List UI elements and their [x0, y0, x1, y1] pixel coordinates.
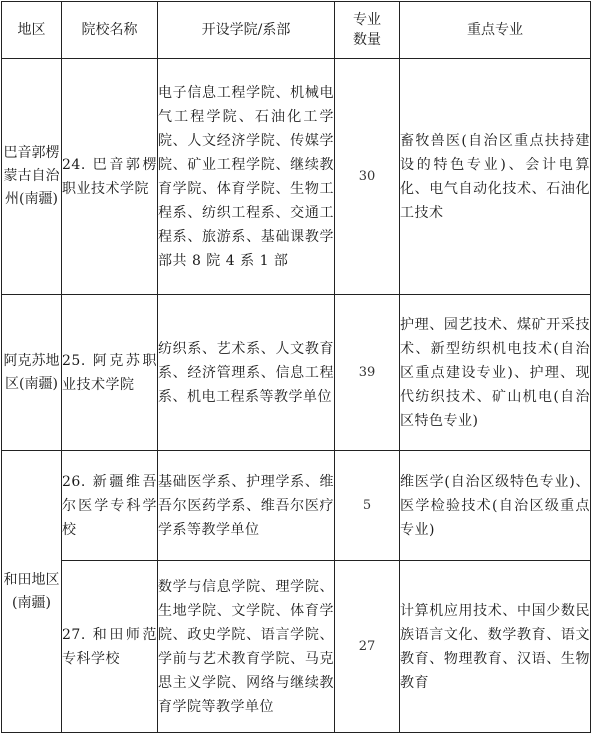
region-cell: 巴音郭楞蒙古自治州(南疆)	[2, 59, 62, 295]
departments-cell: 纺织系、艺术系、人文教育系、经济管理系、信息工程系、机电工程系等教学单位	[158, 295, 335, 451]
departments-cell: 电子信息工程学院、机械电气工程学院、石油化工学院、人文经济学院、传媒学院、矿业工程学院、继续教育学院、体育学院、生物工程系、纺织工程系、交通工程系、旅游系、基础课教学部共 8 院 4 系 1 部	[158, 59, 335, 295]
header-region: 地区	[2, 2, 62, 59]
colleges-table	[1, 1, 591, 733]
school-cell: 25. 阿克苏职业技术学院	[62, 295, 158, 451]
header-count-line2: 数量	[353, 32, 381, 48]
header-major-count	[335, 2, 400, 59]
table-row	[2, 59, 591, 295]
table-header-row	[2, 2, 591, 59]
key-majors-cell: 畜牧兽医(自治区重点扶持建设的特色专业)、会计电算化、电气自动化技术、石油化工技术	[400, 59, 591, 295]
departments-cell: 数学与信息学院、理学院、生地学院、文学院、体育学院、政史学院、语言学院、学前与艺术教育学院、马克思主义学院、网络与继续教育学院等教学单位	[158, 561, 335, 733]
table-row	[2, 451, 591, 561]
key-majors-cell: 维医学(自治区级特色专业)、医学检验技术(自治区级重点专业)	[400, 451, 591, 561]
major-count-cell: 5	[335, 451, 400, 561]
region-cell: 和田地区(南疆)	[2, 451, 62, 733]
major-count-cell: 39	[335, 295, 400, 451]
region-cell: 阿克苏地区(南疆)	[2, 295, 62, 451]
header-departments: 开设学院/系部	[158, 2, 335, 59]
key-majors-cell: 计算机应用技术、中国少数民族语言文化、数学教育、语文教育、物理教育、汉语、生物教育	[400, 561, 591, 733]
departments-cell: 基础医学系、护理学系、维吾尔医药学系、维吾尔医疗学系等教学单位	[158, 451, 335, 561]
header-key-majors: 重点专业	[400, 2, 591, 59]
major-count-cell: 27	[335, 561, 400, 733]
header-school: 院校名称	[62, 2, 158, 59]
school-cell: 24. 巴音郭楞职业技术学院	[62, 59, 158, 295]
major-count-cell: 30	[335, 59, 400, 295]
school-cell: 27. 和田师范专科学校	[62, 561, 158, 733]
header-count-line1: 专业	[353, 12, 381, 28]
table-row	[2, 295, 591, 451]
school-cell: 26. 新疆维吾尔医学专科学校	[62, 451, 158, 561]
table-row	[2, 561, 591, 733]
key-majors-cell: 护理、园艺技术、煤矿开采技术、新型纺织机电技术(自治区重点建设专业)、护理、现代纺织技术、矿山机电(自治区特色专业)	[400, 295, 591, 451]
